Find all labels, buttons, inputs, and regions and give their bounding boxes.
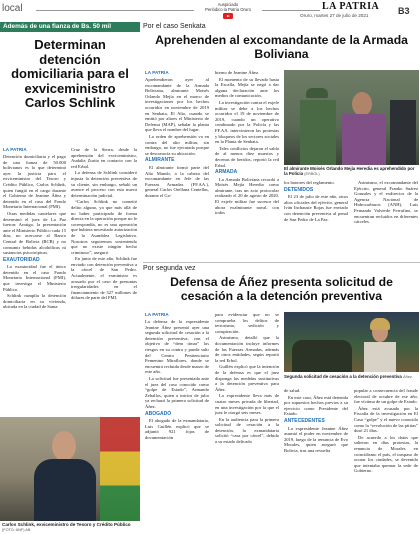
bystander bbox=[390, 100, 416, 165]
top-right-col-4 bbox=[354, 180, 418, 226]
kicker: Por el caso Senkata bbox=[143, 23, 206, 30]
bottom-right-col-4 bbox=[354, 388, 418, 475]
subheading: DETENIDOS bbox=[284, 186, 314, 193]
paragraph: La exautoridad fue el único detenido en el caso Fondo Monetario Internacional (FMI), que investiga el Ministerio Público. bbox=[3, 264, 66, 292]
paragraph: Cruz de la Sierra, desde la aprehensión del exviceministro, Audalia Zurita en contacto con la red Erbol. bbox=[71, 147, 137, 169]
man-jacket bbox=[342, 114, 386, 165]
paragraph: Schlink cumplía la detención domiciliaria en su vivienda, ubicada en la ciudad de Santa bbox=[3, 293, 66, 310]
paragraph: El 23 de julio de este año, otros altos oficiales del ejército, general Iván Inchauste Rojas fue enviado con detención preventiva al penal de San Pedro de La Paz. bbox=[284, 194, 348, 222]
mejia-photo bbox=[284, 70, 419, 165]
paragraph: En este caso, Áñez está detenida por supuestos hechos previos a su ejercicio como Presidente del Estado. bbox=[284, 394, 348, 417]
top-right-col-3 bbox=[284, 180, 348, 223]
paragraph: de salud. bbox=[284, 388, 301, 393]
anez-photo bbox=[284, 312, 419, 372]
caption-credit: Áñez. bbox=[403, 375, 413, 379]
sponsor-line: Auspiciado bbox=[217, 2, 239, 7]
paragraph: popular a consecuencia del fraude electoral de octubre de ese año, fue víctima de un golpe de Estado. bbox=[354, 388, 418, 405]
paragraph: La defensa de Schlink consideró injusta la detención preventiva de su cliente, sin embargo, señaló un avance el proceso con esta nueva determinación judicial. bbox=[71, 170, 137, 198]
paragraph: El almirante formó parte del Alto Mando, a la cabeza del excomandante en Jefe de las Fuerzas Armadas (FF.AA.), general Carlos Orellana Centellas, durante el Go- bbox=[145, 164, 209, 198]
paragraph: El momento de su llevado hasta la Escalla, Mejía se negó a dar alguna declaración ante los medios de comunicación. bbox=[215, 76, 279, 99]
top-right-col-2 bbox=[215, 70, 279, 217]
paragraph: Asimismo, el excomandante del Ejército, general Franko Suárez Gonzales y el exdirector de la Agencia Nacional de Hidrocarburos (ANH), Luis Fernando Valverde Ferrufino, se encuentran recluidos en diferentes cárceles. bbox=[354, 180, 418, 225]
paragraph: para evidenciar que no se comprueba los delitos de terrorismo, sedición y conspiración. bbox=[215, 312, 279, 334]
caption-bold: El almirante Moisés Orlando Mejía Heredia es aprehendido por la Policía bbox=[284, 166, 415, 177]
subheading: ARMADA bbox=[215, 169, 238, 176]
woman-body bbox=[364, 342, 396, 372]
photo-caption bbox=[2, 522, 138, 534]
crowd-shape bbox=[292, 340, 352, 372]
paragraph: La Armada Boliviana recordó a Moisés Mejía Heredia como almirante, tras un acto protocolar realizado el 20 de agosto de 2020. El exjefe militar fue sucesor del ahora exalmirante naval, con todos bbox=[215, 176, 279, 216]
left-article bbox=[0, 22, 140, 534]
paragraph: Detención domiciliaria y el pago de una fianza de 50.000 bolivianos es lo que determinó ayer la justicia para el exviceministro del Tesoro y Crédito Público, Carlos Schlink, quien fungió en el cargo durante el Gobierno de Jeanine Áñez y detenido en el caso del Fondo Monetario Internacional (FMI). bbox=[3, 154, 66, 210]
paragraph: La orden de aprehensión va en contra del alto militar, sin embargo, no fue ejecutada porque se desconocía su ubicación. bbox=[145, 133, 209, 156]
bottom-right-col-2 bbox=[215, 312, 279, 446]
header-rule-right bbox=[262, 10, 320, 11]
paragraph: bierno de Jeanine Áñez. bbox=[215, 70, 260, 75]
man-head bbox=[352, 92, 372, 116]
person-suit bbox=[34, 459, 96, 521]
paragraph: Tales conflictos dejaron el saldo de al menos diez muertos y decenas de heridos, reportó la red Erbol. bbox=[215, 145, 279, 168]
left-col-1 bbox=[3, 147, 66, 311]
paragraph: los honores del reglamento. bbox=[284, 180, 335, 185]
caption-bold: Segunda solicitud de cesación a la detención preventiva bbox=[284, 374, 402, 379]
byline: LA PATRIA bbox=[145, 70, 169, 75]
header-rule bbox=[36, 10, 194, 11]
headline: Aprehenden al excomandante de la Armada Boliviana bbox=[155, 33, 408, 61]
paragraph: Asimismo, detalló que la documentación incluye informes de las Fuerzas Armadas, además de otros entidades, según reportó la red Erbol. bbox=[215, 335, 279, 363]
photo-caption bbox=[284, 166, 419, 177]
play-icon bbox=[223, 13, 233, 19]
issue-date: Oruro, martes 27 de julio de 2021 bbox=[300, 13, 369, 18]
paragraph: Áñez está acusada por la Fiscalía de la investigación en El Caso “golpe” y el nuevo conocido como la “revolución de las pititas” duró 21 días. bbox=[354, 405, 418, 434]
paragraph: Aprehendieron ayer al excomandante de la Armada Boliviana, almirante Moisés Orlando Mejía en el marco de investigaciones por los hechos ocurridos en noviembre de 2019 en Senkata, El Alto, cuando se emitió por altoes el Ministerio de Defensa (MAP), señalar la planta que lleva el nombre del lugar. bbox=[145, 77, 209, 133]
paragraph: La defensa de la expresidente Jeanine Áñez presentó ayer una segunda solicitud de cesación a la detención preventiva, con el objetivo de “dem timar” los riesgos en su contra y pueda salir del Centro Penitenciario Femenino Miraflores, donde se encuentra recluida desde marzo de este año. bbox=[145, 319, 209, 375]
headline: Defensa de Áñez presenta solicitud de cesación a la detención preventiva bbox=[170, 275, 393, 303]
paragraph: En la audiencia para la primera solicitud de cesación a la detención, la exmandataria solicitó “casa por cárcel”, debido a su estado delicado bbox=[215, 416, 279, 445]
paragraph: Guillén explicó que la intención de la defensa es que el juez disponga las medidas sustitutivas a la detención preventiva para Áñez. bbox=[215, 364, 279, 392]
sponsor-line: Periódico la Patria Oruro bbox=[205, 7, 251, 12]
caption-credit: (FOTO: ANF) AB bbox=[2, 528, 31, 533]
byline: LA PATRIA bbox=[145, 312, 169, 317]
kicker: Por segunda vez bbox=[143, 265, 196, 272]
schlink-photo bbox=[0, 417, 140, 521]
caption-bold: Carlos Schlink, exviceministro de Tesoro y Crédito Público bbox=[2, 522, 131, 527]
subheading: ABOGADO bbox=[145, 410, 172, 417]
person-head bbox=[52, 431, 76, 461]
kicker-bar: Además de una fianza de Bs. 50 mil bbox=[0, 22, 140, 32]
flag-graphic bbox=[100, 417, 140, 521]
section-label: local bbox=[2, 3, 23, 14]
officer-cap bbox=[306, 88, 328, 98]
top-right-article bbox=[143, 22, 420, 257]
caption-credit: (ERBOL) bbox=[304, 172, 320, 177]
paragraph: “Carlos Schlink no cometió delito alguno, ya que más allá de no haber participado de forma directa en la operación porque no le correspondía, no es una operación que hubiera necesitado autorización de la Asamblea Legislativa. Nosotros seguiremos sosteniendo que no existe ningún hecho criminoso”, aseguró. bbox=[71, 199, 137, 255]
sponsor-block bbox=[198, 2, 258, 19]
paragraph: La solicitud fue presentada ante el juez del caso conocido como “golpe de Estado”, Armando Zeballos, quien a inicios de julio ya rechazó la primera solicitud de Áñez. bbox=[145, 375, 209, 409]
bottom-right-article bbox=[143, 264, 420, 534]
woman-hair bbox=[370, 318, 390, 330]
headline: Determinan detención domiciliaria para el exviceministro Carlos Schlink bbox=[11, 37, 129, 110]
officer-body bbox=[300, 100, 336, 165]
paragraph: El abogado de la exmandataria, Luis Guillén explicó que se adjuntó 921 fojas de documentación bbox=[145, 418, 209, 440]
paragraph: De acuerdo a los datos que salieron en días protestas, la renuncia de Morales en coincidismo el país, el traspaso de ocurar los ciudades, se devenido que intentaba quemar la sede de Gobierno. bbox=[354, 434, 418, 474]
article-divider bbox=[143, 262, 420, 263]
top-right-col-1 bbox=[145, 70, 209, 199]
paragraph: Otras medidas cautelares que determinó el juez de La Paz fueron: Arraigo, la presentación ante el Ministerio Público cada 15 días, no acercarse al Banco Central de Bolivia (BCB) y no consumir bebidas alcohólicas ni sustancias psicotrópicas. bbox=[3, 210, 66, 256]
paragraph: La expresidente Jeanine Áñez asumió el poder en noviembre de 2019, luego de la renuncia de Evo Morales, quien aseguró que Bolivia, tras una revuelta bbox=[284, 425, 348, 453]
bottom-right-col-3 bbox=[284, 388, 348, 455]
page-number: B3 bbox=[398, 6, 410, 16]
page-header bbox=[0, 0, 420, 22]
brand: LA PATRIA bbox=[322, 1, 380, 12]
paragraph: La expresidente lleva más de cuatro meses privada de libertad, en una investigación por la que el juez le otorgó seis meses. bbox=[215, 393, 279, 416]
byline: LA PATRIA bbox=[3, 147, 27, 152]
subheading: ALMIRANTE bbox=[145, 157, 175, 164]
left-col-2 bbox=[71, 147, 137, 311]
bottom-right-col-1 bbox=[145, 312, 209, 441]
paragraph: En junio de este año, Schlink fue enviado con detención preventiva a la cárcel de San Pedro. Actualmente, el exministro es acusado por el caso de presuntas irregularidades en el financiamiento de 327 millones de dólares de parte del FMI. bbox=[71, 256, 137, 301]
photo-caption bbox=[284, 374, 419, 380]
subheading: EXAUTORIDAD bbox=[3, 256, 40, 263]
paragraph: La investigación contra el exjefe militar se debe a los hechos ocurridos el 19 de noviembre de 2019, cuando un operativo combinado por la Policía y las FF.AA. intervinieron las protestas y bloqueos de los sectores sociales en la Planta de Senkata. bbox=[215, 99, 279, 145]
subheading: ANTECEDENTES bbox=[284, 417, 325, 424]
